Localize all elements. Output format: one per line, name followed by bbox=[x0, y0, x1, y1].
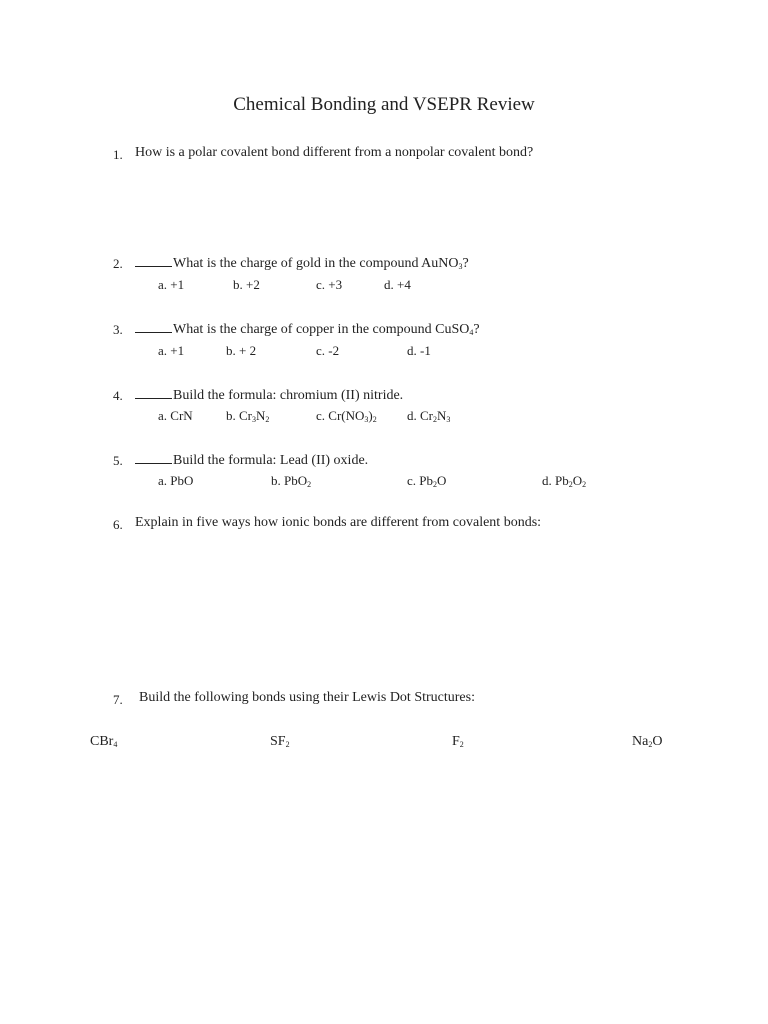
option-d[interactable]: d. -1 bbox=[407, 343, 431, 358]
question-number: 3. bbox=[113, 322, 123, 337]
option-d[interactable]: d. $Pb_2O_2$ bbox=[542, 473, 587, 489]
option-c[interactable]: c. +3 bbox=[316, 277, 343, 292]
question-text: Build the formula: chromium (II) nitride. bbox=[135, 386, 403, 404]
molecule-na2o: $Na_2O$ bbox=[632, 734, 663, 749]
option-a[interactable]: a. PbO bbox=[158, 473, 194, 488]
option-b[interactable]: b. + 2 bbox=[226, 343, 257, 358]
option-d[interactable]: d. $Cr_2N_3$ bbox=[407, 408, 451, 424]
option-c[interactable]: c. $Cr(NO_3)_2$ bbox=[316, 408, 377, 424]
option-d[interactable]: d. +4 bbox=[384, 277, 411, 292]
page-title: Chemical Bonding and VSEPR Review bbox=[233, 94, 535, 115]
option-c[interactable]: c. -2 bbox=[316, 343, 340, 358]
option-a[interactable]: a. CrN bbox=[158, 408, 193, 423]
question-number: 6. bbox=[113, 517, 123, 532]
question-number: 1. bbox=[113, 147, 123, 162]
question-text: What is the charge of copper in the compound CuSO$_4$? bbox=[135, 320, 480, 338]
question-text: Build the following bonds using their Lewis Dot Structures: bbox=[139, 690, 475, 705]
question-number: 5. bbox=[113, 453, 123, 468]
option-b[interactable]: b. $Cr_3N_2$ bbox=[226, 408, 270, 424]
question-number: 2. bbox=[113, 256, 123, 271]
option-b[interactable]: b. PbO$_2$ bbox=[271, 473, 312, 489]
answer-blank[interactable] bbox=[135, 254, 172, 267]
answer-blank[interactable] bbox=[135, 451, 172, 464]
question-number: 7. bbox=[113, 692, 123, 707]
option-a[interactable]: a. +1 bbox=[158, 343, 185, 358]
question-number: 4. bbox=[113, 388, 123, 403]
molecule-cbr4: CBr$_4$ bbox=[90, 734, 118, 749]
answer-blank[interactable] bbox=[135, 386, 172, 399]
question-text: How is a polar covalent bond different from a nonpolar covalent bond? bbox=[135, 145, 534, 160]
option-b[interactable]: b. +2 bbox=[233, 277, 260, 292]
question-text: What is the charge of gold in the compound AuNO$_3$? bbox=[135, 254, 469, 272]
option-c[interactable]: c. $Pb_2O$ bbox=[407, 473, 447, 489]
option-a[interactable]: a. +1 bbox=[158, 277, 185, 292]
molecule-f2: $F_2$ bbox=[452, 734, 464, 749]
answer-blank[interactable] bbox=[135, 320, 172, 333]
molecule-sf2: $SF_2$ bbox=[270, 734, 290, 749]
question-text: Explain in five ways how ionic bonds are different from covalent bonds: bbox=[135, 515, 542, 530]
question-text: Build the formula: Lead (II) oxide. bbox=[135, 451, 368, 469]
